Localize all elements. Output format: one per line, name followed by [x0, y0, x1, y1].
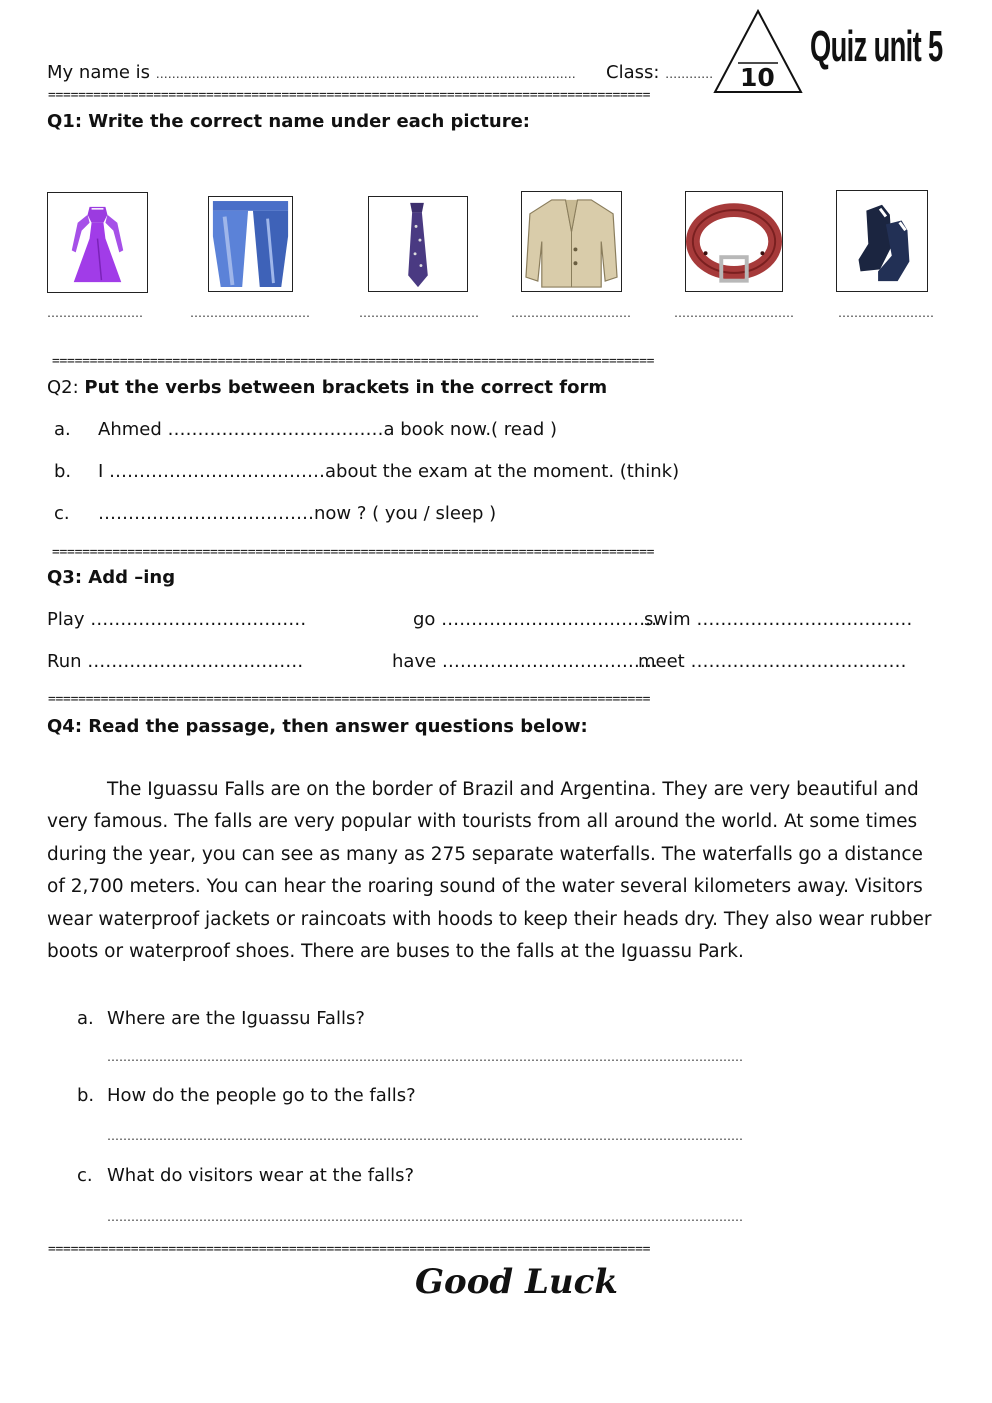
name-line[interactable]	[47, 62, 576, 83]
class-dots[interactable]: …………	[665, 67, 714, 81]
class-label: Class:	[606, 62, 660, 83]
shoes-picture	[836, 190, 928, 292]
q2-item-c[interactable]: ………………………………now ? ( you / sleep )	[98, 503, 497, 524]
picture-answer-3[interactable]: …………………………	[359, 306, 479, 320]
q2-letter-c: c.	[54, 503, 70, 524]
q3-go[interactable]: go ………………………………	[413, 609, 658, 630]
score-value: 10	[740, 63, 775, 92]
quiz-title: Quiz unit 5	[810, 22, 943, 71]
q3-swim[interactable]: swim ………………………………	[644, 609, 913, 630]
jeans-picture	[208, 196, 293, 292]
q4-question-c: What do visitors wear at the falls?	[107, 1165, 415, 1186]
separator: ================================================================================	[48, 1242, 651, 1257]
q1-title: Q1: Write the correct name under each picture:	[47, 111, 530, 132]
q3-run[interactable]: Run ………………………………	[47, 651, 304, 672]
name-label: My name is	[47, 62, 151, 83]
class-line[interactable]	[606, 62, 713, 83]
q3-have[interactable]: have ………………………………	[392, 651, 658, 672]
q2-item-b[interactable]: I ………………………………about the exam at the moment. (think)	[98, 461, 680, 482]
name-dots[interactable]: ……………………………………………………………………………………………	[155, 67, 576, 81]
belt-icon	[686, 192, 782, 291]
picture-answer-1[interactable]: ……………………	[47, 306, 143, 320]
q2-title	[47, 377, 607, 398]
q3-meet[interactable]: meet ………………………………	[638, 651, 907, 672]
q2-letter-b: b.	[54, 461, 72, 482]
q4-question-b: How do the people go to the falls?	[107, 1085, 416, 1106]
dress-icon	[48, 193, 147, 292]
tie-picture	[368, 196, 468, 292]
shoes-icon	[837, 191, 927, 291]
jacket-picture	[521, 191, 622, 292]
belt-picture	[685, 191, 783, 292]
q4-title: Q4: Read the passage, then answer questions below:	[47, 716, 588, 737]
passage	[47, 774, 937, 968]
q4-answer-c[interactable]: ……………………………………………………………………………………………………………………………………………	[107, 1210, 743, 1224]
q3-title: Q3: Add –ing	[47, 567, 176, 588]
q2-item-a[interactable]: Ahmed ………………………………a book now.( read )	[98, 419, 558, 440]
jacket-icon	[522, 192, 621, 291]
q4-letter-a: a.	[77, 1008, 94, 1029]
passage-text: The Iguassu Falls are on the border of Brazil and Argentina. They are very beautiful and very famous. The falls are very popular with tourists from all around the world. At some times during the year, you can see as many as 275 separate waterfalls. The waterfalls go a distance of 2,700 meters. You can hear the roaring sound of the water several kilometers away. Visitors wear waterproof jackets or raincoats with hoods to keep their heads dry. They also wear rubber boots or waterproof shoes. There are buses to the falls at the Iguassu Park.	[47, 779, 932, 963]
dress-picture	[47, 192, 148, 293]
tie-icon	[369, 197, 467, 291]
q4-letter-c: c.	[77, 1165, 93, 1186]
separator: ================================================================================	[48, 692, 651, 707]
separator: ================================================================================	[48, 88, 651, 103]
q4-question-a: Where are the Iguassu Falls?	[107, 1008, 365, 1029]
q3-play[interactable]: Play ………………………………	[47, 609, 307, 630]
q2-letter-a: a.	[54, 419, 71, 440]
picture-answer-2[interactable]: …………………………	[190, 306, 310, 320]
picture-answer-5[interactable]: …………………………	[674, 306, 794, 320]
q4-letter-b: b.	[77, 1085, 95, 1106]
separator: ================================================================================	[52, 354, 655, 369]
q4-answer-a[interactable]: ……………………………………………………………………………………………………………………………………………	[107, 1050, 743, 1064]
picture-answer-6[interactable]: ……………………	[838, 306, 934, 320]
separator: ================================================================================	[52, 545, 655, 560]
jeans-icon	[209, 197, 292, 291]
picture-answer-4[interactable]: …………………………	[511, 306, 631, 320]
good-luck: Good Luck	[415, 1262, 618, 1302]
q4-answer-b[interactable]: ……………………………………………………………………………………………………………………………………………	[107, 1129, 743, 1143]
q2-title-text: Put the verbs between brackets in the correct form	[84, 377, 608, 398]
q2-prefix: Q2:	[47, 377, 79, 398]
